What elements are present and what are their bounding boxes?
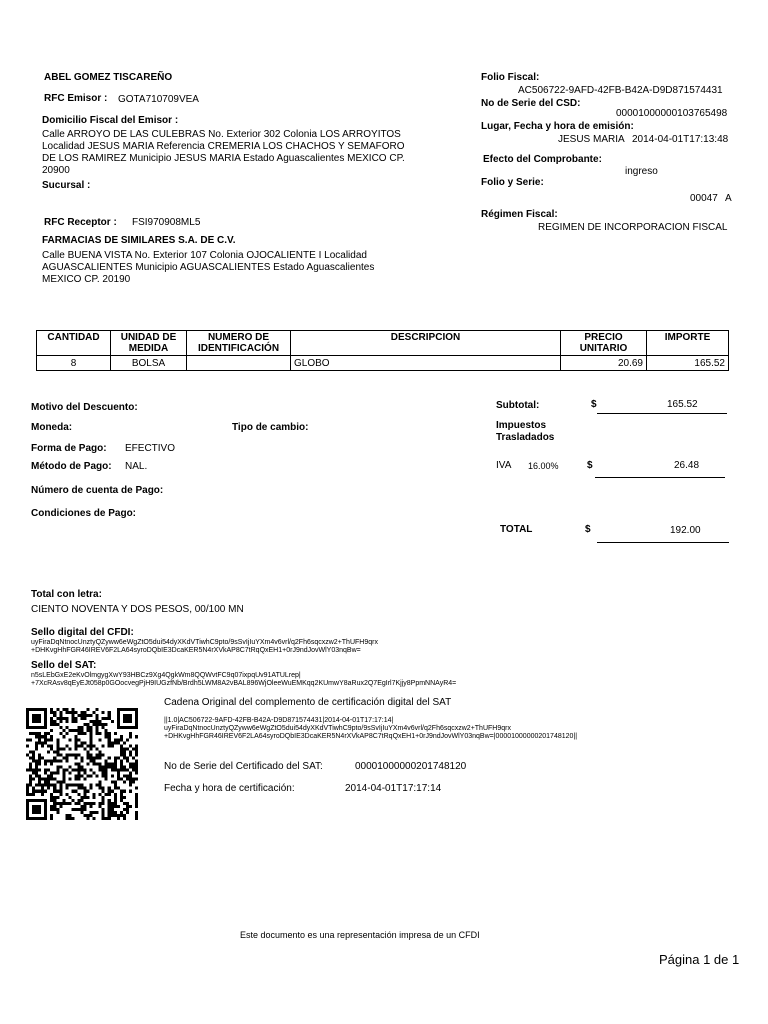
emisor-domicilio-label: Domicilio Fiscal del Emisor : — [42, 115, 179, 126]
cell-importe: 165.52 — [647, 356, 729, 371]
receptor-rfc: FSI970908ML5 — [132, 217, 201, 228]
cadena-line-1: ||1.0|AC506722-9AFD-42FB-B42A-D9D871574431|2014-04-01T17:17:14| — [164, 717, 394, 724]
fecha-certificacion: 2014-04-01T17:17:14 — [345, 783, 442, 794]
sello-sat-line-1: n5sLEbGxE2eKvOlmgygXwY93HBCz9Xg4QgkWm8QQWvtFC9q07ixpqUv91ATULrep| — [31, 672, 301, 679]
sello-sat-line-2: +7XcRAsv8qEyEJt058p0GOocvegPjH9IUGzfNb/Brdh5LWM8A2vBAL896WjOleeWuEMKqq2KUmwY8aRux2Q7EgIrl7Kjjy8PpmNNAyR4= — [31, 680, 457, 687]
efecto-label: Efecto del Comprobante: — [483, 154, 602, 165]
cell-cantidad: 8 — [37, 356, 111, 371]
efecto-value: ingreso — [625, 166, 658, 177]
table-row — [37, 356, 729, 371]
impuestos-label: Impuestos — [496, 420, 547, 431]
forma-pago: EFECTIVO — [125, 443, 176, 454]
cell-unidad: BOLSA — [111, 356, 187, 371]
folio-serie-label: Folio y Serie: — [481, 177, 544, 188]
col-importe-header: IMPORTE — [647, 331, 729, 356]
emisor-name: ABEL GOMEZ TISCAREÑO — [44, 72, 173, 83]
leyenda-cfdi: Este documento es una representación impresa de un CFDI — [240, 930, 480, 940]
regimen-value: REGIMEN DE INCORPORACION FISCAL — [538, 222, 728, 233]
folio-value: 00047 — [690, 193, 718, 204]
subtotal-currency: $ — [591, 399, 597, 410]
folio-fiscal: AC506722-9AFD-42FB-B42A-D9D871574431 — [518, 85, 723, 96]
emisor-rfc-label: RFC Emisor : — [44, 93, 108, 104]
iva-value: 26.48 — [674, 460, 700, 471]
lugar-emision: JESUS MARIA — [558, 134, 625, 145]
lugar-fecha-label: Lugar, Fecha y hora de emisión: — [481, 121, 634, 132]
tipo-cambio-label: Tipo de cambio: — [232, 422, 309, 433]
subtotal-underline — [597, 413, 727, 414]
cadena-original-label: Cadena Original del complemento de certificación digital del SAT — [164, 697, 452, 708]
col-cantidad-header: CANTIDAD — [37, 331, 111, 356]
serie-value: A — [725, 193, 732, 204]
iva-label: IVA — [496, 460, 512, 471]
trasladados-label: Trasladados — [496, 432, 555, 443]
serie-certificado: 00001000000201748120 — [355, 761, 467, 772]
total-letra-value: CIENTO NOVENTA Y DOS PESOS, 00/100 MN — [31, 604, 244, 615]
cell-descripcion: GLOBO — [291, 356, 561, 371]
col-numero-header: NUMERO DE IDENTIFICACIÓN — [187, 331, 291, 356]
forma-pago-label: Forma de Pago: — [31, 443, 107, 454]
iva-currency: $ — [587, 460, 593, 471]
receptor-name: FARMACIAS DE SIMILARES S.A. DE C.V. — [42, 235, 236, 246]
serie-csd: 00001000000103765498 — [616, 108, 728, 119]
subtotal-label: Subtotal: — [496, 400, 540, 411]
fecha-emision: 2014-04-01T17:13:48 — [632, 134, 729, 145]
total-underline — [597, 542, 729, 543]
subtotal-value: 165.52 — [667, 399, 698, 410]
cadena-line-3: +DHKvgHhFGR46IREV6F2LA64syroDQbIE3DcaKER5N4rXVkAP8C7tRqQxEH1+0rJ9ndJovWlY03nqBw=|00001000000201748120|| — [164, 733, 578, 740]
cell-precio: 20.69 — [561, 356, 647, 371]
sucursal-label: Sucursal : — [42, 180, 91, 191]
total-letra-label: Total con letra: — [31, 589, 102, 600]
sello-cfdi-line-2: +DHKvgHhFGR46IREV6F2LA64syroDQbIE3DcaKER5N4rXVkAP8C7tRqQxEH1+0rJ9ndJovWlY03nqBw= — [31, 647, 361, 654]
regimen-label: Régimen Fiscal: — [481, 209, 558, 220]
col-precio-header: PRECIO UNITARIO — [561, 331, 647, 356]
qr-modules — [26, 708, 138, 820]
total-label: TOTAL — [500, 524, 533, 535]
total-value: 192.00 — [670, 525, 701, 536]
cuenta-pago-label: Número de cuenta de Pago: — [31, 485, 164, 496]
sello-cfdi-line-1: uyFiraDqNtnocUnztyQZyww6eWgZtO5dui54dyXKdVTiwhC9pto/9sSvIjIuYXm4v6vrl/q2Fh6sqcxzw2+ThUFH9qrx — [31, 639, 378, 646]
sello-sat-label: Sello del SAT: — [31, 660, 97, 671]
emisor-rfc: GOTA710709VEA — [118, 94, 199, 105]
qr-code-image — [26, 708, 138, 820]
serie-certificado-label: No de Serie del Certificado del SAT: — [164, 761, 323, 772]
total-currency: $ — [585, 524, 591, 535]
cadena-line-2: uyFiraDqNtnocUnztyQZyww6eWgZtO5dui54dyXKdVTiwhC9pto/9sSvIjIuYXm4v6vrl/q2Fh6sqcxzw2+ThUFH9qrx — [164, 725, 511, 732]
metodo-pago: NAL. — [125, 461, 148, 472]
metodo-pago-label: Método de Pago: — [31, 461, 112, 472]
serie-csd-label: No de Serie del CSD: — [481, 98, 581, 109]
sello-cfdi-label: Sello digital del CFDI: — [31, 627, 134, 638]
receptor-domicilio: Calle BUENA VISTA No. Exterior 107 Colonia OJOCALIENTE I Localidad AGUASCALIENTES Municipio AGUASCALIENTES Estado Aguascalientes MEXICO CP. 20190 — [42, 250, 375, 285]
receptor-rfc-label: RFC Receptor : — [44, 217, 117, 228]
items-table — [36, 330, 729, 371]
folio-fiscal-label: Folio Fiscal: — [481, 72, 540, 83]
col-descripcion-header: DESCRIPCION — [291, 331, 561, 356]
iva-rate: 16.00% — [528, 461, 559, 471]
emisor-domicilio: Calle ARROYO DE LAS CULEBRAS No. Exterior 302 Colonia LOS ARROYITOS Localidad JESUS MARIA Referencia CREMERIA LOS CHACHOS Y SEMAFORO DE LOS RAMIREZ Municipio JESUS MARIA Estado Aguascalientes MEXICO CP. 20900 — [42, 129, 405, 176]
page-number: Página 1 de 1 — [659, 952, 740, 967]
iva-underline — [595, 477, 725, 478]
table-header-row — [37, 331, 729, 356]
col-unidad-header: UNIDAD DE MEDIDA — [111, 331, 187, 356]
condiciones-pago-label: Condiciones de Pago: — [31, 508, 137, 519]
moneda-label: Moneda: — [31, 422, 73, 433]
fecha-certificacion-label: Fecha y hora de certificación: — [164, 783, 295, 794]
cell-numero — [187, 356, 291, 371]
motivo-descuento-label: Motivo del Descuento: — [31, 402, 138, 413]
